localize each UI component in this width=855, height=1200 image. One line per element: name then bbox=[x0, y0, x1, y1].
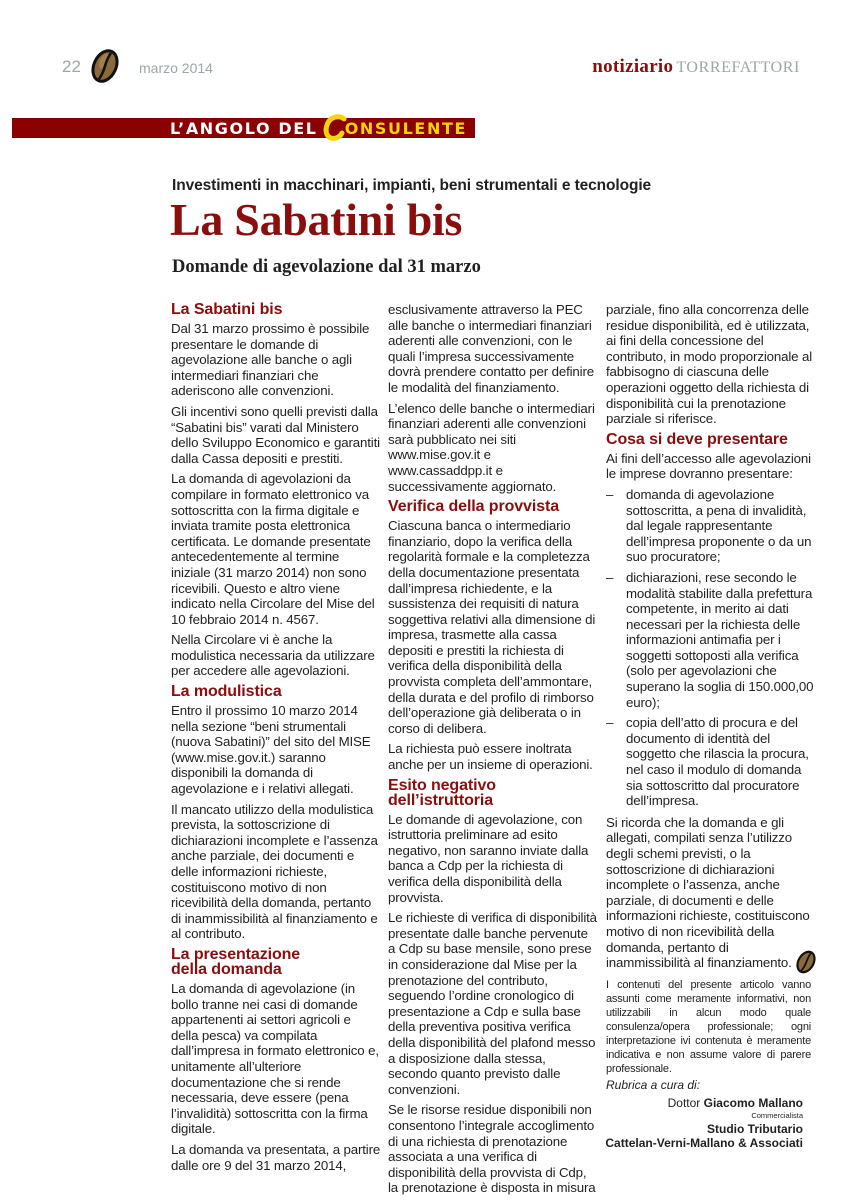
section-heading-line: dell’istruttoria bbox=[388, 791, 494, 809]
paragraph: La richiesta può essere inoltrata anche per un insieme di operazioni. bbox=[388, 741, 593, 773]
article-kicker: Investimenti in macchinari, impianti, beni strumentali e tecnologie bbox=[172, 177, 652, 194]
rubrica-label: Rubrica a cura di: bbox=[606, 1078, 701, 1092]
author-name: Giacomo Mallano bbox=[703, 1096, 803, 1110]
text-column-2 bbox=[388, 302, 598, 1200]
list-item-text: dichiarazioni, rese secondo le modalità stabilite dalla prefettura competente, in merito ai dati necessari per la richiesta delle informazioni antimafia per i soggetti sottoposti alla verifica (solo per agevolazioni che superano la soglia di 150.000,00 euro); bbox=[626, 569, 814, 710]
list-item-text: copia dell’atto di procura e del documento di identità del soggetto che rilascia la procura, nel caso il modulo di domanda sia sottoscritto dal procuratore dell’impresa. bbox=[626, 715, 809, 809]
dash-bullet-icon: – bbox=[606, 715, 614, 731]
author-role: Commercialista bbox=[751, 1111, 803, 1120]
paragraph: L’elenco delle banche o intermediari finanziari aderenti alle convenzioni sarà pubblicato nei siti www.mise.gov.it e www.cassaddpp.it e successivamente aggiornato. bbox=[388, 400, 595, 494]
paragraph: Le domande di agevolazione, con istruttoria preliminare ad esito negativo, non saranno inviate dalla banca a Cdp per la richiesta di verifica della disponibilità della provvista. bbox=[388, 811, 589, 905]
masthead bbox=[592, 56, 800, 78]
paragraph: La domanda va presentata, a partire dalle ore 9 del 31 marzo 2014, bbox=[171, 1141, 381, 1173]
paragraph: Entro il prossimo 10 marzo 2014 nella sezione “beni strumentali (nuova Sabatini)” del sito del MISE (www.mise.gov.it.) saranno disponibili la domanda di agevolazione e i relativi allegati. bbox=[171, 703, 371, 797]
masthead-primary: notiziario bbox=[592, 56, 674, 77]
list-item bbox=[606, 715, 816, 809]
section-banner bbox=[12, 118, 475, 138]
masthead-secondary: TORREFATTORI bbox=[676, 59, 800, 76]
section-heading: Verifica della provvista bbox=[388, 498, 560, 516]
paragraph: parziale, fino alla concorrenza delle residue disponibilità, ed è utilizzata, ai fini della concessione del contributo, in modo proporzionale al fabbisogno di ciascuna delle operazioni oggetto della richiesta di disponibilità cui la prenotazione parziale si riferisce. bbox=[606, 302, 812, 427]
list-item-text: domanda di agevolazione sottoscritta, a pena di invalidità, dal legale rappresentante dell’impresa proponente o da un suo procuratore; bbox=[626, 486, 812, 565]
page-number: 22 bbox=[62, 57, 81, 76]
section-heading bbox=[388, 778, 598, 808]
paragraph: Il mancato utilizzo della modulistica prevista, la sottoscrizione di dichiarazioni incomplete e l’assenza anche parziale, dei documenti e delle informazioni richieste, costituiscono motivo di non ricevibilità della domanda, pertanto di inammissibilità al finanziamento e al contributo. bbox=[171, 801, 378, 942]
paragraph: Gli incentivi sono quelli previsti dalla “Sabatini bis” varati dal Ministero dello Sviluppo Economico e garantiti dalla Cassa depositi e prestiti. bbox=[171, 403, 380, 466]
paragraph: Dal 31 marzo prossimo è possibile presentare le domande di agevolazione alle banche o agli intermediari finanziari che aderiscono alle convenzioni. bbox=[171, 321, 370, 399]
consulente-c-logo-icon bbox=[325, 118, 345, 138]
section-heading: Cosa si deve presentare bbox=[606, 430, 788, 448]
coffee-bean-end-icon bbox=[795, 950, 817, 974]
section-heading: La modulistica bbox=[171, 683, 282, 701]
studio-credit bbox=[605, 1122, 803, 1150]
author-prefix: Dottor bbox=[667, 1096, 704, 1110]
banner-suffix: ONSULENTE bbox=[344, 119, 467, 138]
dash-bullet-icon: – bbox=[606, 569, 614, 585]
text-column-1 bbox=[171, 302, 381, 1178]
section-heading-line: Esito negativo bbox=[388, 776, 496, 794]
banner-prefix: L’ANGOLO DEL bbox=[170, 119, 325, 138]
section-heading-line: della domanda bbox=[171, 960, 282, 978]
paragraph: Si ricorda che la domanda e gli allegati, compilati senza l’utilizzo degli schemi previsti, o la sottoscrizione di dichiarazioni incomplete o l’assenza, anche parziale, di documenti e delle informazioni richieste, costituiscono motivo di non ricevibilità della domanda, pertanto di inammissibilità al finanziamento. bbox=[606, 814, 810, 971]
requirements-list bbox=[606, 487, 816, 809]
coffee-bean-icon bbox=[90, 48, 120, 84]
author-credit bbox=[668, 1096, 803, 1110]
paragraph: Se le risorse residue disponibili non consentono l’integrale accoglimento di una richiesta di prenotazione associata a una verifica di disponibilità della provvista di Cdp, la prenotazione è disposta in misura bbox=[388, 1102, 596, 1196]
list-item bbox=[606, 487, 816, 565]
paragraph: La domanda di agevolazione (in bollo tranne nei casi di domande appartenenti ai settori agricoli e della pesca) va compilata dall’impresa in formato elettronico e, unitamente all’ulteriore documentazione che si rende necessaria, deve essere (pena l’invalidità) sottoscritta con la firma digitale. bbox=[171, 980, 379, 1137]
studio-name-line: Cattelan-Verni-Mallano & Associati bbox=[605, 1136, 803, 1150]
issue-date: marzo 2014 bbox=[139, 60, 213, 76]
studio-name-line: Studio Tributario bbox=[707, 1122, 803, 1136]
section-heading bbox=[171, 947, 381, 977]
section-heading: La Sabatini bis bbox=[171, 301, 283, 318]
banner-title bbox=[170, 118, 467, 138]
page-header bbox=[0, 48, 855, 88]
article-subtitle: Domande di agevolazione dal 31 marzo bbox=[172, 257, 481, 277]
paragraph: Nella Circolare vi è anche la modulistica necessaria da utilizzare per accedere alle agevolazioni. bbox=[171, 632, 375, 679]
paragraph: Le richieste di verifica di disponibilità presentate dalle banche pervenute a Cdp su base mensile, sono prese in considerazione dal Mise per la prenotazione del contributo, seguendo l’ordine cronologico di presentazione a Cdp e sulla base della preventiva positiva verifica della disponibilità del plafond messo a disposizione dalla stessa, secondo quanto previsto dalle convenzioni. bbox=[388, 910, 597, 1097]
text-column-3 bbox=[606, 302, 816, 976]
dash-bullet-icon: – bbox=[606, 486, 614, 502]
list-item bbox=[606, 570, 816, 710]
section-heading-line: La presentazione bbox=[171, 945, 301, 963]
article-title: La Sabatini bis bbox=[170, 194, 463, 245]
paragraph: La domanda di agevolazioni da compilare in formato elettronico va sottoscritta con la firma digitale e inviata tramite posta elettronica certificata. Le domande presentate antecedentemente al termine iniziale (31 marzo 2014) non sono ricevibili. Questo e altro viene indicato nella Circolare del Mise del 10 febbraio 2014 n. 4567. bbox=[171, 471, 375, 627]
paragraph: esclusivamente attraverso la PEC alle banche o intermediari finanziari aderenti alle convenzioni, con le quali l’impresa successivamente dovrà prendere contatto per definire le modalità del finanziamento. bbox=[388, 302, 595, 395]
paragraph: Ciascuna banca o intermediario finanziario, dopo la verifica della regolarità formale e la completezza della documentazione presentata dall’impresa richiedente, e la sussistenza dei requisiti di natura soggettiva relativi alla dimensione di impresa, trasmette alla cassa depositi e prestiti la richiesta di verifica della disponibilità della provvista completa dell’ammontare, della durata e del profilo di rimborso dell’operazione già deliberata o in corso di delibera. bbox=[388, 518, 596, 736]
disclaimer: I contenuti del presente articolo vanno assunti come meramente informativi, non utilizzabili in alcun modo quale consulenza/opera professionale; ogni interpretazione ivi contenuta è meramente indicativa e non assume valore di parere professionale. bbox=[606, 979, 811, 1075]
paragraph: Ai fini dell’accesso alle agevolazioni le imprese dovranno presentare: bbox=[606, 450, 811, 482]
